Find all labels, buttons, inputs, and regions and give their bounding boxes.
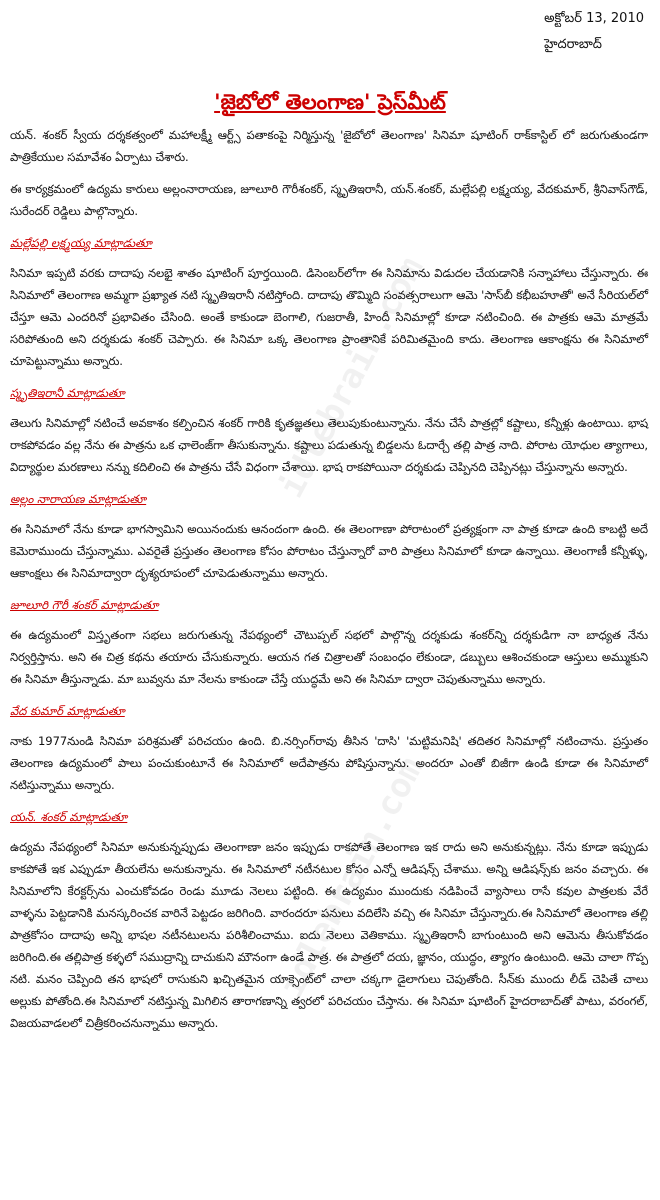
page-title: 'జైబోలో తెలంగాణ' ప్రెస్‌మీట్ — [214, 90, 446, 114]
intro-paragraph: ఈ కార్యక్రమంలో ఉద్యమ కారులు అల్లంనారాయణ, జూలూరి గౌరీశంకర్, స్మృతిఇరానీ, యన్.శంకర్, మల్లేపల్లి లక్ష్మయ్య, వేదకుమార్, శ్రీనివాస్‌గౌడ్, సురేందర్ రెడ్డిలు పాల్గొన్నారు. — [10, 182, 648, 218]
section-heading: వేద కుమార్ మాట్లాడుతూ — [10, 704, 125, 718]
section-heading: యన్. శంకర్ మాట్లాడుతూ — [10, 810, 128, 824]
section-heading: జూలూరి గౌరీ శంకర్ మాట్లాడుతూ — [10, 598, 159, 612]
section-heading: అల్లం నారాయణ మాట్లాడుతూ — [10, 492, 147, 506]
section-paragraph: ఈ సినిమాలో నేను కూడా భాగస్వామిని అయినందుకు ఆనందంగా ఉంది. ఈ తెలంగాణా పోరాటంలో ప్రత్యక్షంగా నా పాత్ర కూడా ఉంది కాబట్టి అదే కెమెరాముందు చేస్తున్నాము. ఎవరైతే ప్రస్తుతం తెలంగాణ కోసం పోరాటం చేస్తున్నారో వారి పాత్రలు సినిమాలో కూడా ఉన్నాయి. తెలంగాణీ కన్నీళ్ళు, ఆకాంక్షలు ఈ సినిమాద్వారా దృశ్యరూపంలో చూపెడుతున్నాము అన్నారు. — [10, 522, 648, 580]
watermark: idlebrain.com — [271, 750, 432, 1005]
section-heading: మల్లేపల్లి లక్ష్మయ్య మాట్లాడుతూ — [10, 236, 152, 250]
watermark: idlebrain.com — [271, 250, 432, 505]
section-heading: స్మృతిఇరానీ మాట్లాడుతూ — [10, 386, 125, 400]
section-paragraph: ఉద్యమ నేపథ్యంలో సినిమా అనుకున్నప్పుడు తెలంగాణా జనం ఇప్పుడు రాకపోతే తెలంగాణ ఇక రాదు అని అనుకున్నట్లు. నేను కూడా ఇప్పుడు కాకపోతే ఇక ఎప్పుడూ తీయలేను అనుకున్నాను. ఈ సినిమాలో నటీనటుల కోసం ఎన్నో ఆడిషన్స్ చేశాము. అన్ని ఆడిషన్స్‌కు జనం వచ్చారు. ఈ సినిమాలోని కేరక్టర్స్‌ను ఎంచుకోవడం రెండు మూడు నెలలు పట్టింది. ఈ ఉద్యమం ముందుకు నడిపించే వ్యాసాలు రాసే కవుల పాత్రలకు వేరే వాళ్ళను పెట్టడానికి మనస్కరించక వారినే పెట్టడం జరిగింది. వారందరూ పనులు వదిలేసి వచ్చి ఈ సినిమా చేస్తున్నారు.ఈ సినిమాలో తెలంగాణ తల్లి పాత్రకోసం దాదాపు అన్ని భాషల నటీనటులను పరిశీలించాము. ఐదు నెలలు వెతికాము. స్మృతిఇరానీ బాగుంటుంది అని ఆమెను తీసుకోవడం జరిగింది.ఈ తల్లిపాత్ర కళ్ళలో సముద్రాన్ని దాచుకుని మౌనంగా ఉండే పాత్ర. ఈ పాత్రలో దయ, జ్ఞానం, యుద్ధం, త్యాగం ఉంటుంది. ఆమె చాలా గొప్ప నటి. మనం చెప్పింది తన భాషలో రాసుకుని ఖచ్చితమైన యాక్సెంట్‌లో చాలా చక్కగా డైలాగులు చెపుతోంది. సీన్‌కు ముందు లీడ్ చెపితే చాలు అల్లుకు పోతోంది.ఈ సినిమాలో నటిస్తున్న మిగిలిన తారాగణాన్ని త్వరలో పరిచయం చేస్తాను. ఈ సినిమా షూటింగ్ హైదరాబాద్‌తో పాటు, వరంగల్, విజయవాడలలో చిత్రీకరించనున్నాము అన్నారు. — [10, 840, 648, 1030]
article-body — [10, 124, 648, 1044]
date-text: అక్టోబర్ 13, 2010 — [544, 11, 644, 26]
intro-paragraph: యన్. శంకర్ స్వీయ దర్శకత్వంలో మహాలక్ష్మీ ఆర్ట్స్ పతాకంపై నిర్మిస్తున్న 'జైబోలో తెలంగాణ' సినిమా షూటింగ్ రాక్‌కాస్టిల్ లో జరుగుతుండగా పాత్రికేయుల సమావేశం ఏర్పాటు చేశారు. — [10, 128, 648, 164]
section-paragraph: నాకు 1977నుండి సినిమా పరిశ్రమతో పరిచయం ఉంది. బి.నర్సింగ్‌రావు తీసిన 'దాసి' 'మట్టిమనిషి' తదితర సినిమాల్లో నటించాను. ప్రస్తుతం తెలంగాణ ఉద్యమంలో పాలు పంచుకుంటూనే ఈ సినిమాలో అదేపాత్రను పోషిస్తున్నాను. అందరూ ఎంతో బిజీగా ఉండి కూడా ఈ సినిమాలో నటిస్తున్నాము అన్నారు. — [10, 734, 648, 792]
place-text: హైదరాబాద్ — [544, 37, 602, 52]
section-paragraph: సినిమా ఇప్పటి వరకు దాదాపు నలభై శాతం షూటింగ్ పూర్తయింది. డిసెంబర్‌లోగా ఈ సినిమాను విడుదల చేయడానికి సన్నాహాలు చేస్తున్నారు. ఈ సినిమాలో తెలంగాణ అమ్మగా ప్రఖ్యాత నటి స్మృతిఇరానీ నటిస్తోంది. దాదాపు తొమ్మిది సంవత్సరాలుగా ఆమె 'సాస్‌బీ కభీబహూతో' అనే సీరియల్‌లో చేస్తూ ఆమె ఎందరినో ప్రభావితం చేసింది. అంతే కాకుండా బెంగాలి, గుజరాతీ, హిందీ సినిమాల్లో కూడా నటించింది. ఈ పాత్రకు ఆమె మాత్రమే సరిపోతుంది అని దర్శకుడు శంకర్ చెప్పారు. ఈ సినిమా ఒక్క తెలంగాణ ప్రాంతానికే పరిమితమైంది కాదు. తెలంగాణ ఆకాంక్షను ఈ సినిమాలో చూపెట్టున్నాము అన్నారు. — [10, 266, 648, 368]
dateline — [544, 6, 644, 58]
section-paragraph: తెలుగు సినిమాల్లో నటించే అవకాశం కల్పించిన శంకర్ గారికి కృతజ్ఞతలు తెలుపుకుంటున్నాను. నేను చేసే పాత్రల్లో కష్టాలు, కన్నీళ్లు ఉంటాయి. భాష రాకపోవడం వల్ల నేను ఈ పాత్రను ఒక ఛాలెంజ్‌గా తీసుకున్నాను. కష్టాలు పడుతున్న బిడ్డలను ఓదార్చే తల్లి పాత్ర నాది. పోరాట యోధుల త్యాగాలు, విద్యార్థుల మరణాలు నన్ను కదిలించి ఈ పాత్రను చేసే విధంగా చేశాయి. భాష రాకపోయినా దర్శకుడు చెప్పినది చెప్పినట్లు చేస్తున్నాను అన్నారు. — [10, 416, 648, 474]
section-paragraph: ఈ ఉద్యమంలో విస్తృతంగా సభలు జరుగుతున్న నేపథ్యంలో చౌటుప్పల్ సభలో పాల్గొన్న దర్శకుడు శంకర్‌న్ని దర్శకుడిగా నా బాధ్యత నేను నిర్వర్తిస్తాను. అని ఈ చిత్ర కథను తయారు చేసుకున్నారు. ఆయన గత చిత్రాలతో సంబంధం లేకుండా, డబ్బులు ఆశించకుండా ఆస్తులు అమ్ముకుని ఈ సినిమా తీస్తున్నాడు. మా బువ్వను మా నేలను కాకుండా చేస్తే యుద్ధమే అని ఈ సినిమా ద్వారా చెపుతున్నాము అన్నారు. — [10, 628, 648, 686]
